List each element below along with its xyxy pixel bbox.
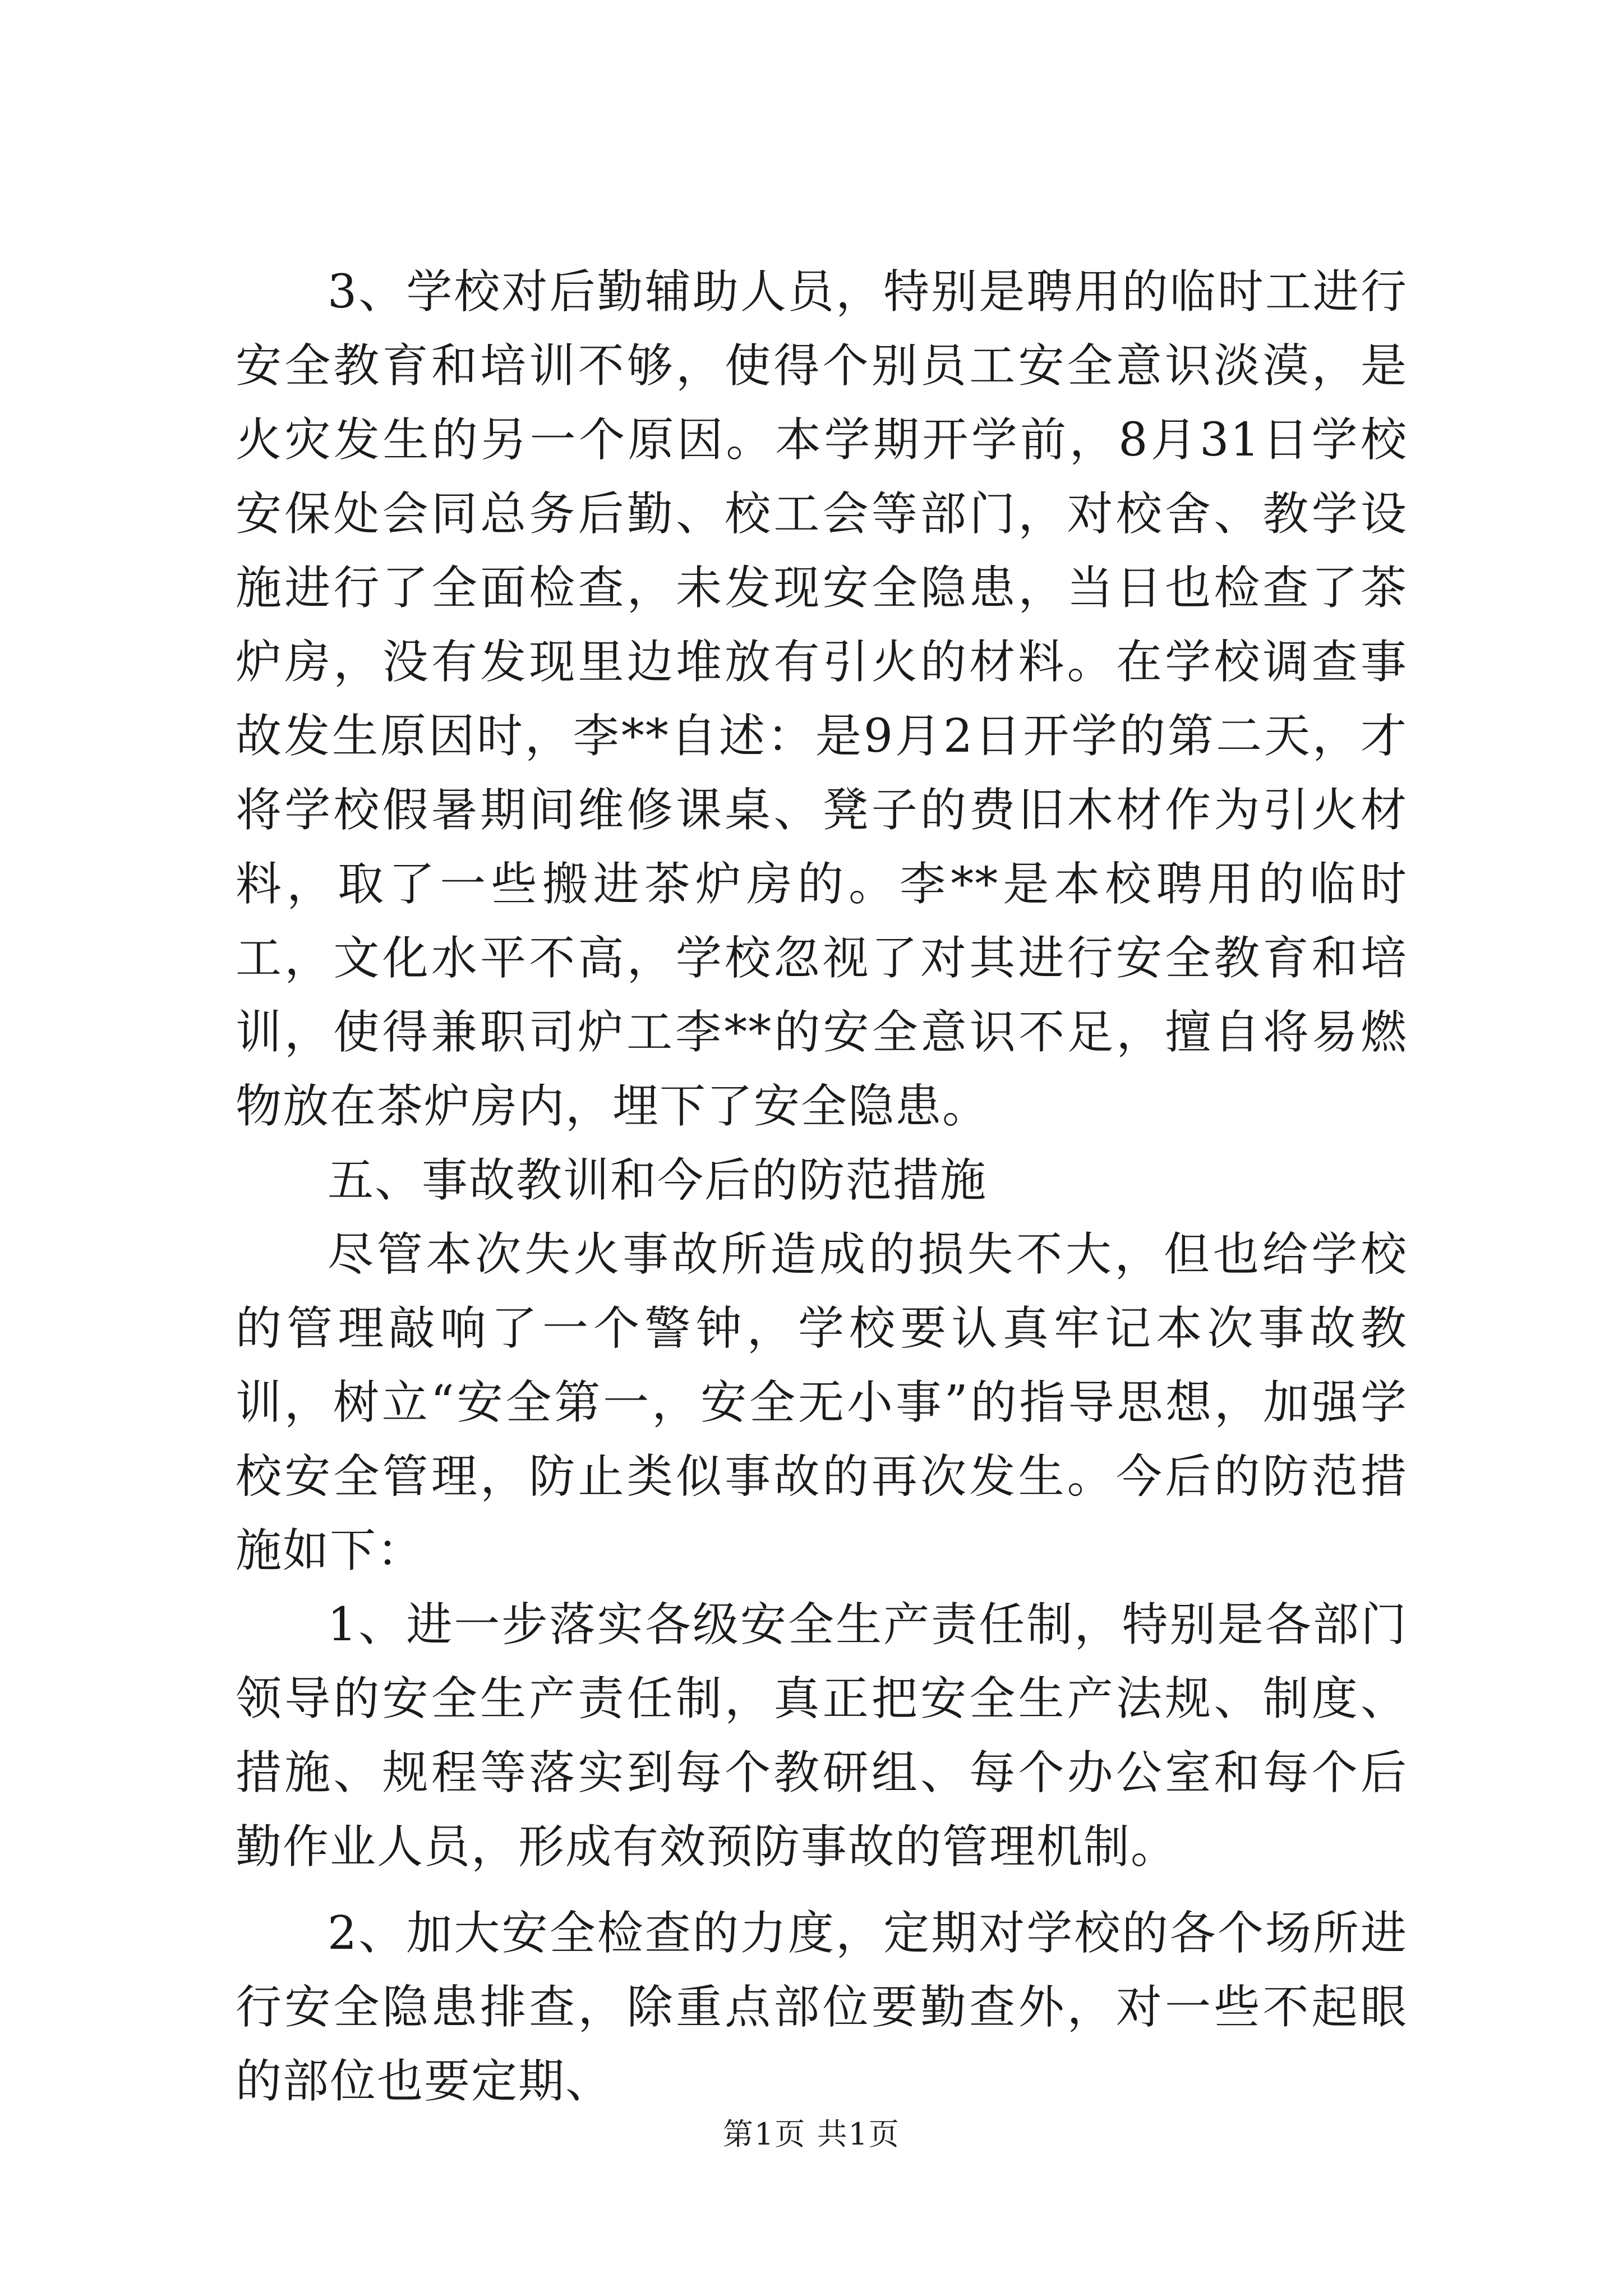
paragraph-spacer xyxy=(236,1884,1408,1897)
section-heading-lessons: 五、事故教训和今后的防范措施 xyxy=(328,1154,988,1207)
paragraph-measure-2: 2、加大安全检查的力度，定期对学校的各个场所进行安全隐患排查，除重点部位要勤查外，对一些不起眼的部位也要定期、 xyxy=(236,1907,1408,2108)
paragraph-3-cause: 3、学校对后勤辅助人员，特别是聘用的临时工进行安全教育和培训不够，使得个别员工安全意识淡漠，是火灾发生的另一个原因。本学期开学前，8月31日学校安保处会同总务后勤、校工会等部门，对校舍、教学设施进行了全面检查，未发现安全隐患，当日也检查了茶炉房，没有发现里边堆放有引火的材料。在学校调查事故发生原因时，李**自述：是9月2日开学的第二天，才将学校假暑期间维修课桌、凳子的费旧木材作为引火材料，取了一些搬进茶炉房的。李**是本校聘用的临时工，文化水平不高，学校忽视了对其进行安全教育和培训，使得兼职司炉工李**的安全意识不足，擅自将易燃物放在茶炉房内，埋下了安全隐患。 xyxy=(236,265,1408,1133)
paragraph-lessons-intro: 尽管本次失火事故所造成的损失不大，但也给学校的管理敲响了一个警钟，学校要认真牢记本次事故教训，树立“安全第一，安全无小事”的指导思想，加强学校安全管理，防止类似事故的再次发生。今后的防范措施如下： xyxy=(236,1228,1408,1577)
paragraph-measure-1: 1、进一步落实各级安全生产责任制，特别是各部门领导的安全生产责任制，真正把安全生产法规、制度、措施、规程等落实到每个教研组、每个办公室和每个后勤作业人员，形成有效预防事故的管理机制。 xyxy=(236,1598,1408,1874)
document-body xyxy=(236,255,1408,2119)
page-footer: 第1页 共1页 xyxy=(723,2116,900,2152)
